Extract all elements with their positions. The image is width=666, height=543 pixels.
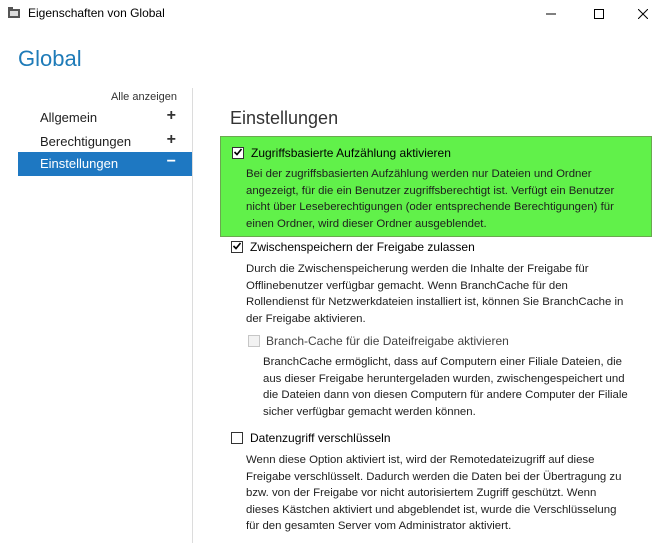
description-line: einen Ordner, wird dieser Ordner ausgeblendet.	[246, 217, 487, 230]
share-folder-icon	[7, 6, 21, 20]
maximize-icon	[594, 9, 604, 19]
description-line: nicht über Leseberechtigungen (oder entsprechende Berechtigungen) für	[246, 201, 614, 213]
sidebar-item-label: Berechtigungen	[40, 134, 132, 149]
description-line: die Dateien dann von diesen Computern für andere Computer der Filiale	[263, 389, 628, 401]
description-line: Freigabe verschlüsselt. Dadurch werden die Daten bei der Übertragung zu	[246, 470, 622, 483]
section-title: Einstellungen	[230, 108, 339, 128]
checkmark-icon	[232, 238, 242, 256]
description-line: BranchCache ermöglicht, dass auf Computern einer Filiale Dateien, die	[263, 356, 622, 368]
close-icon	[638, 9, 648, 19]
description-line: Wenn diese Option aktiviert ist, wird der Remotedateizugriff auf diese	[246, 454, 595, 466]
sidebar-item-allgemein[interactable]	[18, 106, 192, 130]
maximize-button[interactable]	[576, 0, 622, 28]
option-description	[246, 452, 621, 535]
description-line: bzw. von der Freigabe vor nicht autorisiertem Zugriff geschützt. Wenn	[246, 487, 597, 499]
sidebar-item-label: Einstellungen	[40, 156, 119, 171]
description-line: Durch die Zwischenspeicherung werden die Inhalte der Freigabe für	[246, 263, 589, 275]
option-label: Zwischenspeichern der Freigabe zulassen	[250, 240, 475, 254]
sidebar-item-einstellungen[interactable]	[18, 152, 192, 176]
minimize-icon	[546, 9, 556, 19]
allow-caching-checkbox[interactable]	[231, 241, 243, 253]
option-description	[263, 354, 628, 420]
window-title: Eigenschaften von Global	[28, 6, 165, 20]
expand-icon: +	[166, 131, 176, 148]
sidebar-item-label: Allgemein	[40, 110, 98, 125]
access-based-enumeration-checkbox[interactable]	[232, 147, 244, 159]
close-button[interactable]	[620, 0, 666, 28]
title-bar	[0, 0, 666, 28]
description-line: dieses Kästchen aktiviert und abgeblendet ist, wurde die Verschlüsselung	[246, 503, 617, 516]
option-label: Datenzugriff verschlüsseln	[250, 431, 391, 445]
page-title: Global	[18, 46, 82, 71]
checkmark-icon	[233, 144, 243, 162]
encrypt-data-access-checkbox[interactable]	[231, 432, 243, 444]
description-line: Offlinebenutzer verfügbar gemacht. Wenn BranchCache für den	[246, 279, 568, 292]
description-line: angezeigt, für die ein Benutzer zugriffsberechtigt ist. Verfügt ein Benutzer	[246, 184, 615, 197]
description-line: aus dieser Freigabe heruntergeladen wurden, zwischengespeichert und	[263, 372, 625, 385]
show-all-link[interactable]: Alle anzeigen	[110, 91, 177, 103]
expand-icon: +	[166, 107, 176, 124]
sidebar-item-berechtigungen[interactable]	[18, 130, 192, 154]
option-description	[246, 166, 614, 232]
branchcache-checkbox[interactable]	[248, 335, 260, 347]
option-label: Zugriffsbasierte Aufzählung aktivieren	[251, 146, 451, 160]
description-line: sicher verfügbar gemacht werden können.	[263, 405, 476, 418]
description-line: Rollendienst für Netzwerkdateien installiert ist, können Sie BranchCache in	[246, 296, 624, 308]
minimize-button[interactable]	[528, 0, 574, 28]
option-description	[246, 261, 623, 327]
description-line: für den gesamten Server vom Administrator aktiviert.	[246, 520, 512, 532]
collapse-icon: −	[166, 153, 176, 170]
description-line: der Freigabe aktivieren.	[246, 312, 366, 325]
option-label: Branch-Cache für die Dateifreigabe aktivieren	[266, 334, 509, 348]
description-line: Bei der zugriffsbasierten Aufzählung werden nur Dateien und Ordner	[246, 168, 592, 180]
sidebar-divider	[192, 88, 193, 543]
